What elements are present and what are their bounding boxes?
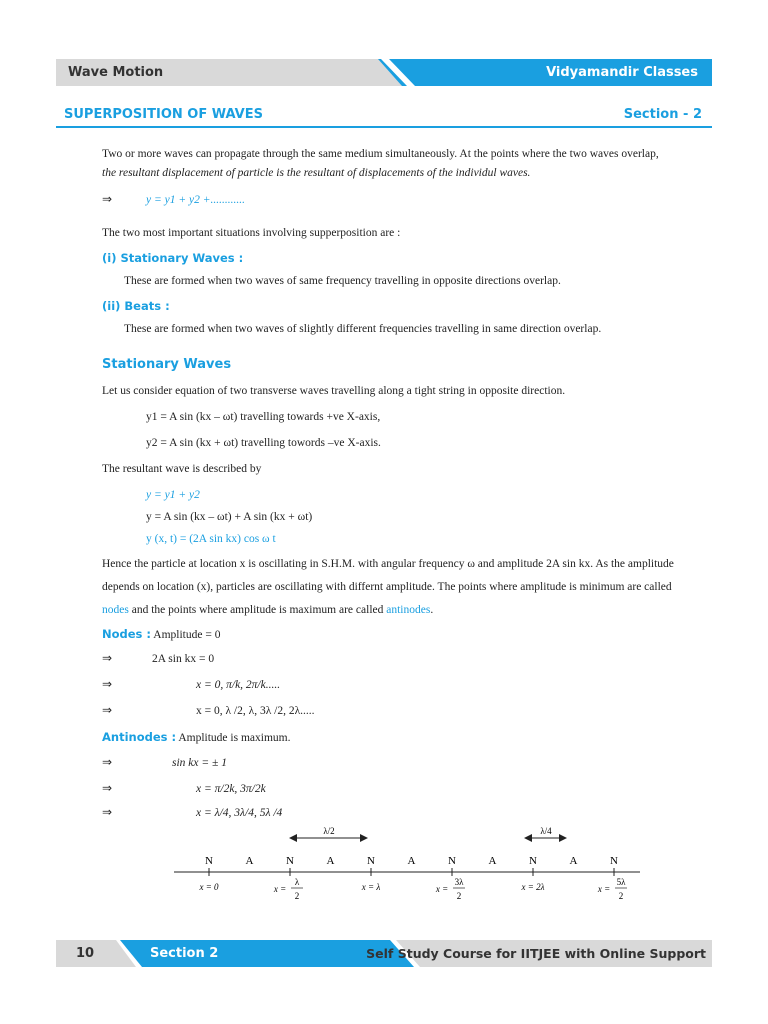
resultant-eq-1: y = y1 + y2	[146, 489, 200, 501]
superposition-equation: y = y1 + y2 +............	[146, 194, 245, 206]
antinodes-label: Antinodes :	[102, 730, 177, 744]
nodes-step-3: x = 0, λ /2, λ, 3λ /2, 2λ.....	[196, 705, 315, 717]
section-label: Section - 2	[623, 107, 702, 122]
antinodes-term: antinodes	[386, 604, 431, 616]
node-letter: N	[286, 855, 294, 867]
antinode-letter: A	[326, 855, 335, 867]
chapter-title: Wave Motion	[68, 65, 164, 80]
nodes-step-2: x = 0, π/k, 2π/k.....	[196, 679, 281, 691]
fraction-denominator: 2	[456, 891, 462, 901]
footer-bar	[56, 940, 712, 967]
implies-arrow: ⇒	[102, 781, 113, 795]
section-heading-bar	[56, 103, 712, 128]
node-position-label: x = λ	[361, 882, 381, 892]
fraction-denominator: 2	[618, 891, 624, 901]
item-stationary-text: These are formed when two waves of same frequency travelling in opposite directions overlap.	[124, 275, 561, 287]
resultant-eq-3: y (x, t) = (2A sin kx) cos ω t	[146, 533, 276, 545]
item-beats-text: These are formed when two waves of slightly different frequencies travelling in same direction overlap.	[124, 323, 602, 335]
node-antinode-diagram	[170, 824, 645, 910]
footer-section: Section 2	[150, 946, 219, 961]
intro-line-1: Two or more waves can propagate through the same medium simultaneously. At the points where the two waves overlap,	[102, 148, 659, 160]
quarter-wavelength-label: λ/4	[540, 826, 552, 836]
node-position-label: x =	[597, 884, 611, 894]
nodes-term: nodes	[102, 604, 129, 616]
situations-lead: The two most important situations involving supperposition are :	[102, 227, 401, 239]
node-position-label: x = 2λ	[521, 882, 545, 892]
nodes-definition	[102, 627, 220, 642]
nodes-condition: Amplitude = 0	[153, 629, 221, 641]
antinode-letter: A	[407, 855, 416, 867]
implies-arrow: ⇒	[102, 703, 113, 717]
antinode-letter: A	[569, 855, 578, 867]
implies-arrow: ⇒	[102, 755, 113, 769]
implies-arrow: ⇒	[102, 192, 113, 206]
node-letter: N	[448, 855, 456, 867]
item-stationary-label: (i) Stationary Waves :	[102, 251, 244, 265]
footer-course: Self Study Course for IITJEE with Online Support	[366, 946, 706, 961]
section-rule	[56, 126, 712, 128]
resultant-eq-2: y = A sin (kx – ωt) + A sin (kx + ωt)	[146, 511, 313, 523]
node-position-label: x =	[273, 884, 287, 894]
antinode-letter: A	[245, 855, 254, 867]
wave-equation-1: y1 = A sin (kx – ωt) travelling towards +ve X-axis,	[146, 411, 381, 423]
institute-name: Vidyamandir Classes	[546, 65, 698, 80]
antinode-letter: A	[488, 855, 497, 867]
amplitude-para-1: Hence the particle at location x is oscillating in S.H.M. with angular frequency ω and amplitude 2A sin kx. As the amplitude	[102, 558, 674, 570]
item-beats-label: (ii) Beats :	[102, 299, 170, 313]
wave-equation-2: y2 = A sin (kx + ωt) travelling towords –ve X-axis.	[146, 437, 381, 449]
implies-arrow: ⇒	[102, 677, 113, 691]
implies-arrow: ⇒	[102, 651, 113, 665]
half-wavelength-label: λ/2	[323, 826, 335, 836]
node-letter: N	[367, 855, 375, 867]
antinodes-step-2: x = π/2k, 3π/2k	[196, 783, 266, 795]
node-position-label: x = 0	[199, 882, 219, 892]
section-heading: SUPERPOSITION OF WAVES	[64, 107, 263, 122]
fraction-numerator: 5λ	[616, 877, 626, 887]
amplitude-para-3	[102, 603, 433, 617]
header-bar	[56, 59, 712, 86]
node-position-label: x =	[435, 884, 449, 894]
node-letter: N	[610, 855, 618, 867]
fraction-numerator: λ	[294, 877, 300, 887]
antinodes-definition	[102, 730, 290, 745]
fraction-denominator: 2	[294, 891, 300, 901]
amplitude-para-2: depends on location (x), particles are oscillating with differnt amplitude. The points where amplitude is minimum are called	[102, 581, 672, 593]
fraction-numerator: 3λ	[454, 877, 464, 887]
resultant-lead: The resultant wave is described by	[102, 463, 262, 475]
nodes-step-1: 2A sin kx = 0	[152, 653, 215, 665]
antinodes-step-1: sin kx = ± 1	[172, 757, 227, 769]
para3-middle: and the points where amplitude is maximum are called	[128, 604, 387, 616]
node-letter: N	[529, 855, 537, 867]
antinodes-condition: Amplitude is maximum.	[178, 732, 291, 744]
page-number: 10	[76, 946, 95, 961]
nodes-label: Nodes :	[102, 627, 152, 641]
stationary-heading: Stationary Waves	[102, 357, 232, 372]
implies-arrow: ⇒	[102, 805, 113, 819]
stationary-lead: Let us consider equation of two transverse waves travelling along a tight string in opposite direction.	[102, 385, 566, 397]
node-letter: N	[205, 855, 213, 867]
antinodes-step-3: x = λ/4, 3λ/4, 5λ /4	[196, 807, 283, 819]
intro-line-2: the resultant displacement of particle is the resultant of displacements of the individul waves.	[102, 167, 531, 179]
para3-end: .	[430, 604, 434, 616]
